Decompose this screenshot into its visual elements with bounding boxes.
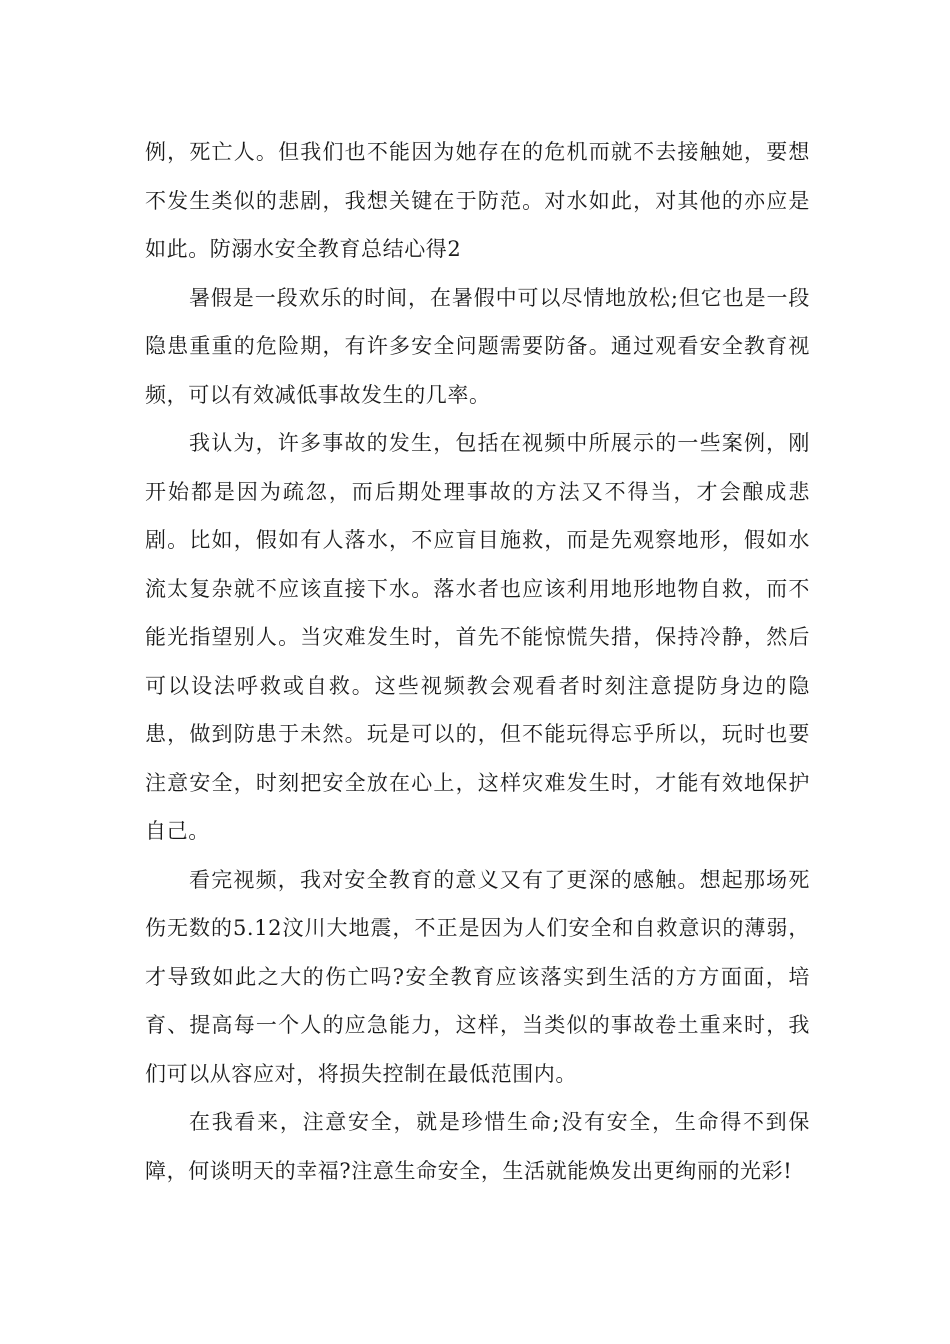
paragraph-5: 在我看来，注意安全，就是珍惜生命;没有安全，生命得不到保障，何谈明天的幸福?注意生命安全，生活就能焕发出更绚丽的光彩!: [145, 1110, 810, 1183]
paragraph-4: 看完视频，我对安全教育的意义又有了更深的感触。想起那场死伤无数的5.12汶川大地震，不正是因为人们安全和自救意识的薄弱，才导致如此之大的伤亡吗?安全教育应该落实到生活的方方面面，培育、提高每一个人的应急能力，这样，当类似的事故卷土重来时，我们可以从容应对，将损失控制在最低范围内。: [145, 867, 810, 1086]
paragraph-2: 暑假是一段欢乐的时间，在暑假中可以尽情地放松;但它也是一段隐患重重的危险期，有许多安全问题需要防备。通过观看安全教育视频，可以有效减低事故发生的几率。: [145, 285, 810, 407]
paragraph-1: 例，死亡人。但我们也不能因为她存在的危机而就不去接触她，要想不发生类似的悲剧，我想关键在于防范。对水如此，对其他的亦应是如此。防溺水安全教育总结心得2: [145, 140, 810, 261]
paragraph-3: 我认为，许多事故的发生，包括在视频中所展示的一些案例，刚开始都是因为疏忽，而后期处理事故的方法又不得当，才会酿成悲剧。比如，假如有人落水，不应盲目施救，而是先观察地形，假如水流太复杂就不应该直接下水。落水者也应该利用地形地物自救，而不能光指望别人。当灾难发生时，首先不能惊慌失措，保持冷静，然后可以设法呼救或自救。这些视频教会观看者时刻注意提防身边的隐患，做到防患于未然。玩是可以的，但不能玩得忘乎所以，玩时也要注意安全，时刻把安全放在心上，这样灾难发生时，才能有效地保护自己。: [145, 431, 810, 843]
document-body: [145, 128, 810, 1195]
